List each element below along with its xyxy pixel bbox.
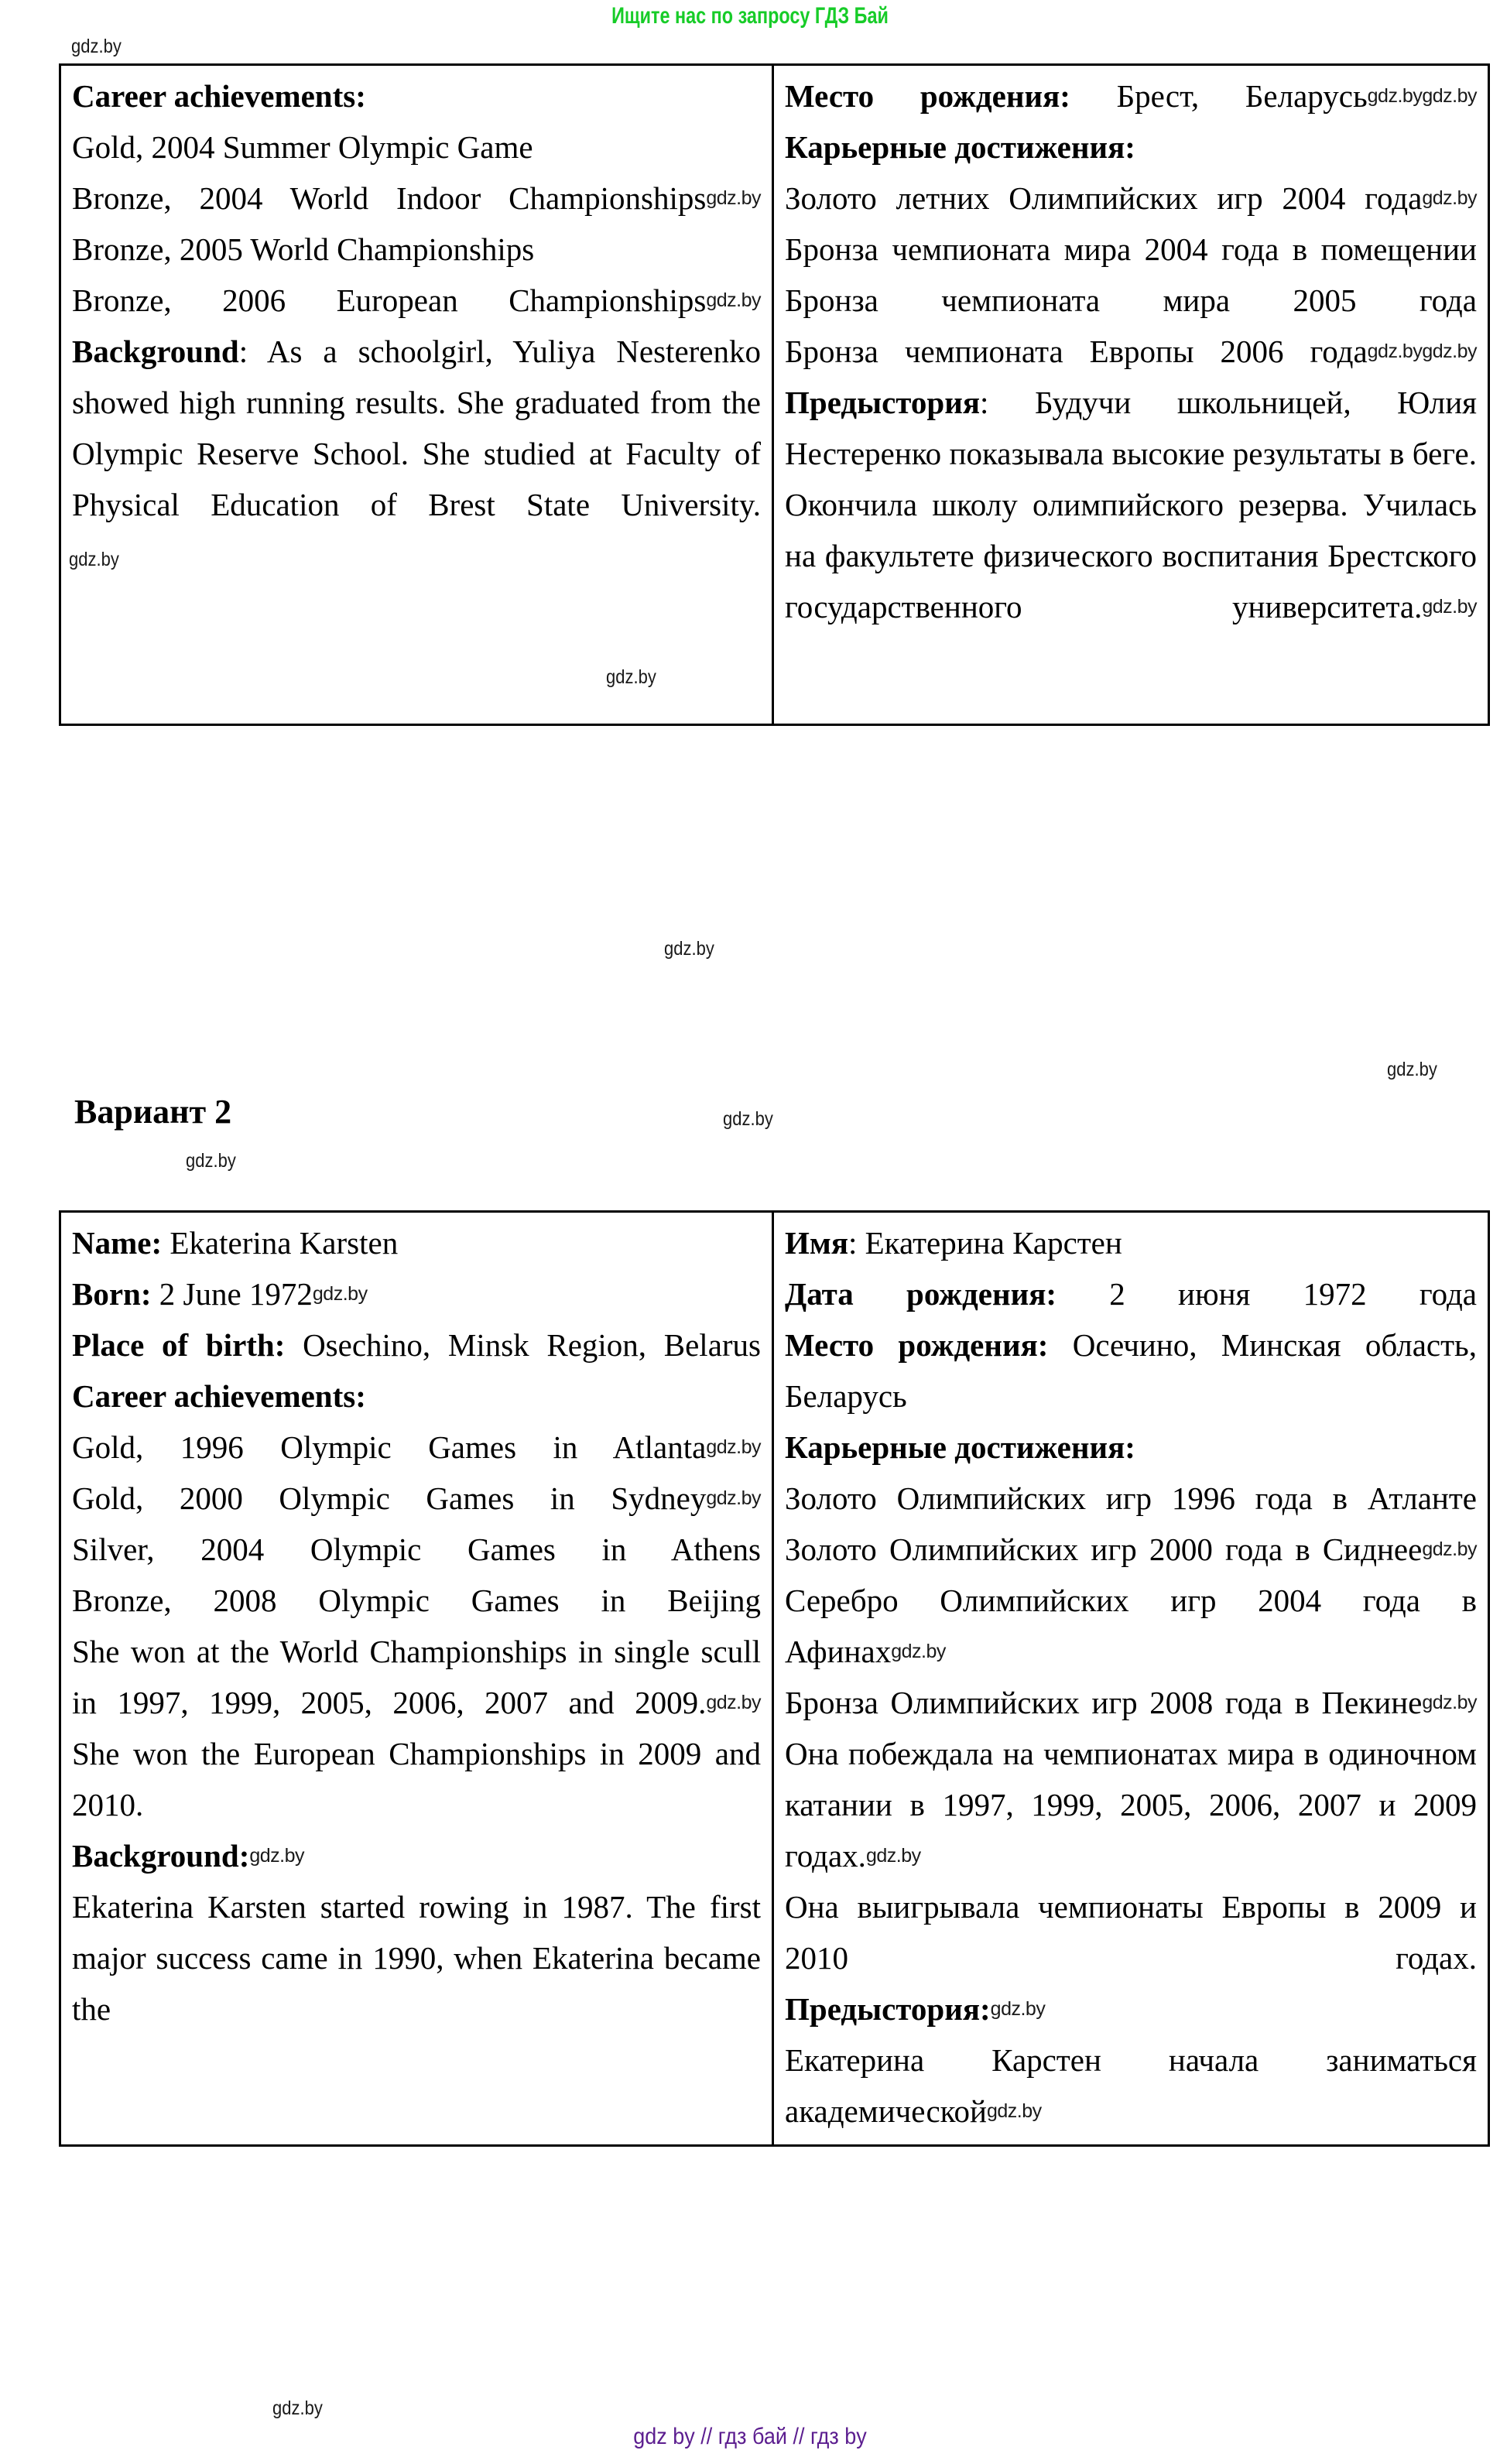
watermark-gdz: gdz.by (272, 2397, 323, 2419)
watermark-gdz-inline: gdz.by (706, 289, 761, 311)
watermark-gdz: gdz.by (664, 938, 714, 960)
career-achievements-label-ru: Карьерные достижения: (785, 129, 1135, 165)
watermark-gdz-inline: gdz.by (1367, 341, 1423, 362)
background-label-en: Background (72, 334, 239, 369)
career-line-ru: Бронза чемпионата мира 2005 года (785, 282, 1477, 318)
birthplace-label-ru: Место рождения: (785, 78, 1070, 114)
background-label-ru: Предыстория:gdz.by (785, 1991, 1046, 2027)
watermark-gdz: gdz.by (186, 1150, 236, 1172)
watermark-gdz-inline: gdz.by (990, 1998, 1046, 2020)
table-row (60, 1212, 1489, 2146)
watermark-gdz-inline: gdz.by (1367, 85, 1423, 107)
background-paragraph-en: Ekaterina Karsten started rowing in 1987. The first major success came in 1990, when Ekaterina became the (72, 1889, 761, 2027)
career-line-ru: Золото Олимпийских игр 1996 года в Атланте (785, 1480, 1477, 1516)
worlds-paragraph-en: She won at the World Championships in single scull in 1997, 1999, 2005, 2006, 2007 and 2009.gdz.by (72, 1634, 761, 1720)
career-line-ru: Золото летних Олимпийских игр 2004 годаgdz.by (785, 180, 1477, 216)
career-line-ru: Золото Олимпийских игр 2000 года в Сиднееgdz.by (785, 1531, 1477, 1567)
birthplace-line-en: Place of birth: Osechino, Minsk Region, Belarus (72, 1327, 761, 1363)
career-line-ru: Бронза Олимпийских игр 2008 года в Пекинеgdz.by (785, 1685, 1477, 1720)
career-line-ru: Бронза чемпионата мира 2004 года в помещении (785, 231, 1477, 267)
watermark-gdz-inline: gdz.by (1422, 1538, 1477, 1560)
career-achievements-label-en: Career achievements: (72, 78, 366, 114)
watermark-gdz-inline: gdz.by (1422, 341, 1477, 362)
athlete-table-variant-2 (59, 1210, 1490, 2147)
watermark-gdz: gdz.by (71, 36, 122, 57)
background-label-en: Background:gdz.by (72, 1838, 305, 1874)
europeans-paragraph-ru: Она выигрывала чемпионаты Европы в 2009 и 2010 годах. (785, 1889, 1477, 1976)
cell-english-variant-1 (60, 65, 773, 725)
career-line-en: Bronze, 2008 Olympic Games in Beijing (72, 1583, 761, 1618)
born-line-en: Born: 2 June 1972gdz.by (72, 1276, 368, 1312)
career-line: Bronze, 2005 World Championships (72, 231, 535, 267)
birthplace-label-ru: Место рождения: (785, 1327, 1049, 1363)
variant-2-heading: Вариант 2 (74, 1093, 232, 1131)
watermark-gdz-inline: gdz.by (312, 1283, 368, 1305)
watermark-gdz-inline: gdz.by (706, 187, 761, 209)
watermark-gdz-inline: gdz.by (865, 1845, 921, 1867)
watermark-gdz-inline: gdz.by (986, 2100, 1042, 2122)
born-label-ru: Дата рождения: (785, 1276, 1057, 1312)
watermark-gdz: gdz.by (69, 549, 119, 570)
birthplace-line-ru: Место рождения: Брест, Беларусьgdz.bygdz.by (785, 78, 1477, 114)
career-line-ru: Серебро Олимпийских игр 2004 года в Афинахgdz.by (785, 1583, 1477, 1669)
birthplace-label-en: Place of birth: (72, 1327, 286, 1363)
career-line-en: Gold, 1996 Olympic Games in Atlantagdz.by (72, 1429, 761, 1465)
name-label-en: Name: (72, 1225, 163, 1261)
background-paragraph-ru: Екатерина Карстен начала заниматься академическойgdz.by (785, 2042, 1477, 2129)
watermark-gdz-inline: gdz.by (706, 1487, 761, 1509)
background-label-ru: Предыстория (785, 385, 981, 420)
background-paragraph-ru: Предыстория: Будучи школьницей, Юлия Нестеренко показывала высокие результаты в беге. Окончила школу олимпийского резерва. Училась на факультете физического воспитания Брестского государственного университета.gdz.by (785, 385, 1477, 625)
watermark-gdz-inline: gdz.by (1422, 85, 1477, 107)
watermark-gdz: gdz.by (606, 666, 656, 688)
name-line-en: Name: Ekaterina Karsten (72, 1225, 399, 1261)
career-line-en: Gold, 2000 Olympic Games in Sydneygdz.by (72, 1480, 761, 1516)
career-achievements-label-ru: Карьерные достижения: (785, 1429, 1135, 1465)
career-line-ru: Бронза чемпионата Европы 2006 годаgdz.bygdz.by (785, 334, 1477, 369)
athlete-table-variant-1 (59, 63, 1490, 726)
watermark-gdz-inline: gdz.by (891, 1641, 946, 1662)
cell-english-variant-2 (60, 1212, 773, 2146)
career-line-wrap: Bronze, 2006 European Championshipsgdz.by (72, 282, 761, 318)
worlds-paragraph-ru: Она побеждала на чемпионатах мира в одиночном катании в 1997, 1999, 2005, 2006, 2007 и 2009 годах.gdz.by (785, 1736, 1477, 1874)
watermark-gdz: gdz.by (723, 1108, 773, 1130)
watermark-gdz-inline: gdz.by (1422, 187, 1477, 209)
born-label-en: Born: (72, 1276, 152, 1312)
watermark-gdz-inline: gdz.by (249, 1845, 305, 1867)
watermark-gdz-inline: gdz.by (706, 1692, 761, 1713)
cell-russian-variant-2 (773, 1212, 1489, 2146)
name-line-ru: Имя: Екатерина Карстен (785, 1225, 1122, 1261)
promo-banner: Ищите нас по запросу ГДЗ Бай (611, 3, 889, 29)
watermark-gdz-inline: gdz.by (1422, 596, 1477, 618)
watermark-gdz-inline: gdz.by (1422, 1692, 1477, 1713)
watermark-gdz-inline: gdz.by (706, 1436, 761, 1458)
career-achievements-label-en: Career achievements: (72, 1378, 366, 1414)
career-line-en: Silver, 2004 Olympic Games in Athens (72, 1531, 761, 1567)
career-line: Gold, 2004 Summer Olympic Game (72, 129, 533, 165)
table-row (60, 65, 1489, 725)
career-line-wrap: Bronze, 2004 World Indoor Championshipsgdz.by (72, 180, 761, 216)
name-label-ru: Имя (785, 1225, 848, 1261)
watermark-gdz: gdz.by (1387, 1059, 1437, 1080)
born-line-ru: Дата рождения: 2 июня 1972 года (785, 1276, 1477, 1312)
cell-russian-variant-1 (773, 65, 1489, 725)
birthplace-line-ru: Место рождения: Осечино, Минская область, Беларусь (785, 1327, 1477, 1414)
europeans-paragraph-en: She won the European Championships in 2009 and 2010. (72, 1736, 761, 1822)
background-paragraph-en: Background: As a schoolgirl, Yuliya Nesterenko showed high running results. She graduated from the Olympic Reserve School. She studied at Faculty of Physical Education of Brest State University. (72, 334, 761, 522)
page-footer-link[interactable]: gdz by // гдз бай // гдз by (633, 2424, 867, 2449)
